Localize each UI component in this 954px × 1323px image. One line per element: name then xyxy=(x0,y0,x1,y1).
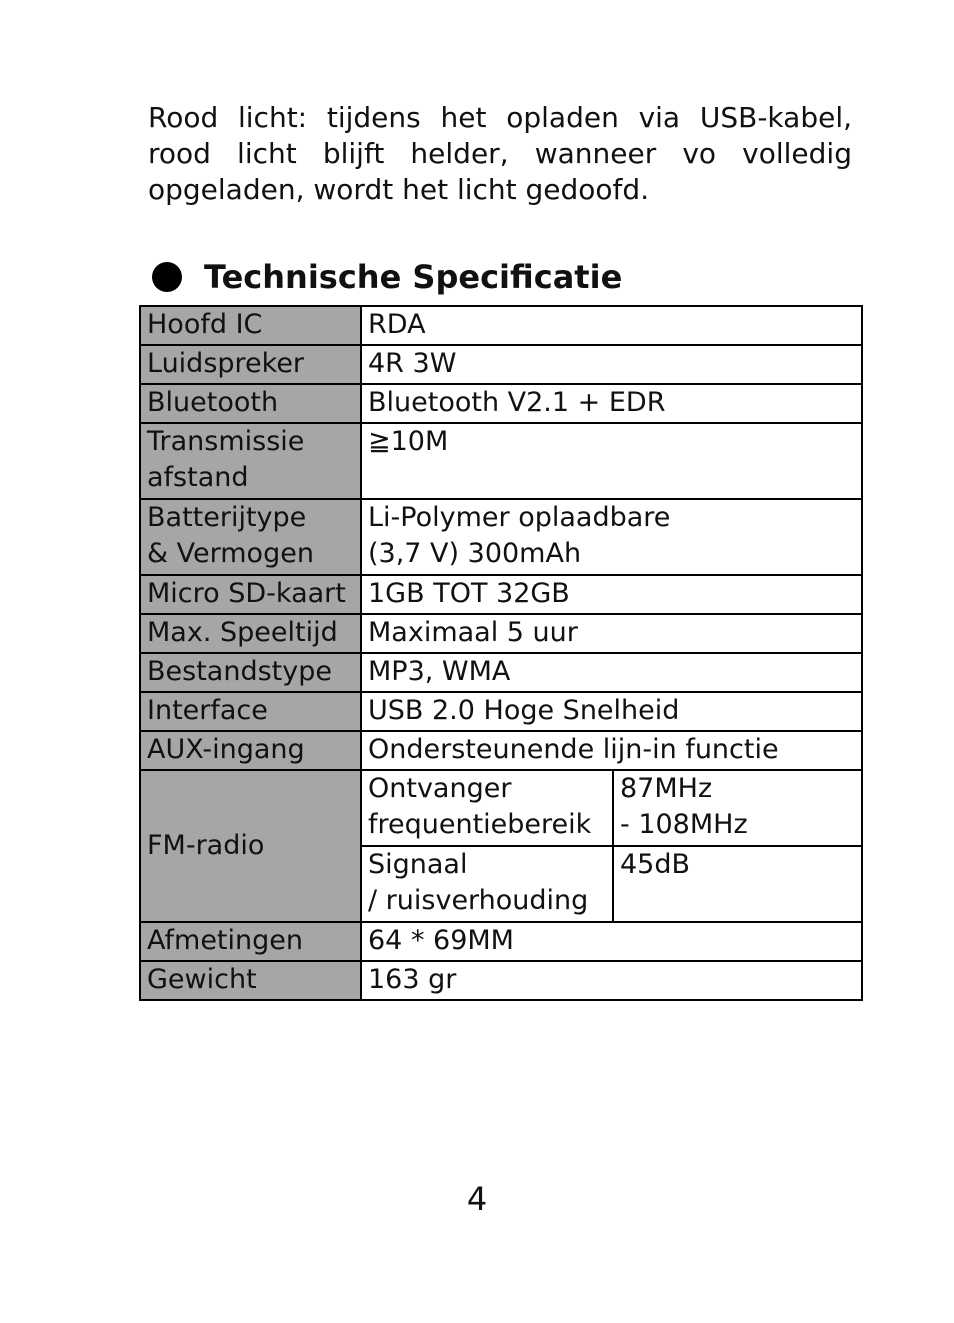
spec-row-fm-ontvanger xyxy=(140,770,862,846)
spec-row-gewicht xyxy=(140,961,862,1000)
page-number: 4 xyxy=(466,1180,488,1218)
spec-sublabel xyxy=(361,846,613,922)
spec-value: 4R 3W xyxy=(361,345,862,384)
spec-label: Interface xyxy=(140,692,361,731)
intro-paragraph: Rood licht: tijdens het opladen via USB-kabel, rood licht blijft helder, wanneer vo volledig opgeladen, wordt het licht gedoofd. xyxy=(148,101,852,206)
spec-value: 45dB xyxy=(613,846,862,922)
spec-row-speeltijd xyxy=(140,614,862,653)
spec-value: Ondersteunende lijn-in functie xyxy=(361,731,862,770)
spec-row-batterij xyxy=(140,499,862,575)
spec-row-hoofd-ic xyxy=(140,306,862,345)
spec-value-line: - 108MHz xyxy=(620,809,748,840)
spec-row-bestandstype xyxy=(140,653,862,692)
spec-label: Micro SD-kaart xyxy=(140,575,361,614)
spec-row-aux xyxy=(140,731,862,770)
spec-label xyxy=(140,423,361,499)
spec-value: 163 gr xyxy=(361,961,862,1000)
spec-label-line: Batterijtype xyxy=(147,502,307,533)
spec-row-transmissie xyxy=(140,423,862,499)
spec-table xyxy=(139,305,863,1001)
section-heading xyxy=(152,258,622,296)
spec-label xyxy=(140,499,361,575)
spec-sublabel-line: Signaal xyxy=(368,849,468,880)
spec-value-line: (3,7 V) 300mAh xyxy=(368,538,582,569)
bullet-icon xyxy=(152,262,182,292)
spec-value: Bluetooth V2.1 + EDR xyxy=(361,384,862,423)
spec-label: Bestandstype xyxy=(140,653,361,692)
spec-value: 64 * 69MM xyxy=(361,922,862,961)
spec-value-line: Li-Polymer oplaadbare xyxy=(368,502,671,533)
spec-sublabel-line: Ontvanger xyxy=(368,773,512,804)
spec-value: 1GB TOT 32GB xyxy=(361,575,862,614)
spec-label: Luidspreker xyxy=(140,345,361,384)
spec-label-line: & Vermogen xyxy=(147,538,314,569)
spec-label: AUX-ingang xyxy=(140,731,361,770)
spec-label: Hoofd IC xyxy=(140,306,361,345)
spec-row-bluetooth xyxy=(140,384,862,423)
spec-sublabel-line: / ruisverhouding xyxy=(368,885,589,916)
spec-row-afmetingen xyxy=(140,922,862,961)
spec-label: Max. Speeltijd xyxy=(140,614,361,653)
spec-value: ≧10M xyxy=(361,423,862,499)
spec-value: Maximaal 5 uur xyxy=(361,614,862,653)
spec-value: USB 2.0 Hoge Snelheid xyxy=(361,692,862,731)
spec-value xyxy=(613,770,862,846)
spec-label-line: Transmissie xyxy=(147,426,305,457)
spec-sublabel-line: frequentiebereik xyxy=(368,809,592,840)
spec-label: Gewicht xyxy=(140,961,361,1000)
spec-value: MP3, WMA xyxy=(361,653,862,692)
spec-value: RDA xyxy=(361,306,862,345)
spec-label-line: afstand xyxy=(147,462,249,493)
spec-row-micro-sd xyxy=(140,575,862,614)
spec-label: Afmetingen xyxy=(140,922,361,961)
spec-value-line: 87MHz xyxy=(620,773,713,804)
spec-sublabel xyxy=(361,770,613,846)
spec-value xyxy=(361,499,862,575)
spec-label: Bluetooth xyxy=(140,384,361,423)
spec-row-luidspreker xyxy=(140,345,862,384)
spec-row-interface xyxy=(140,692,862,731)
spec-label: FM-radio xyxy=(140,770,361,922)
section-title: Technische Specificatie xyxy=(204,258,623,296)
